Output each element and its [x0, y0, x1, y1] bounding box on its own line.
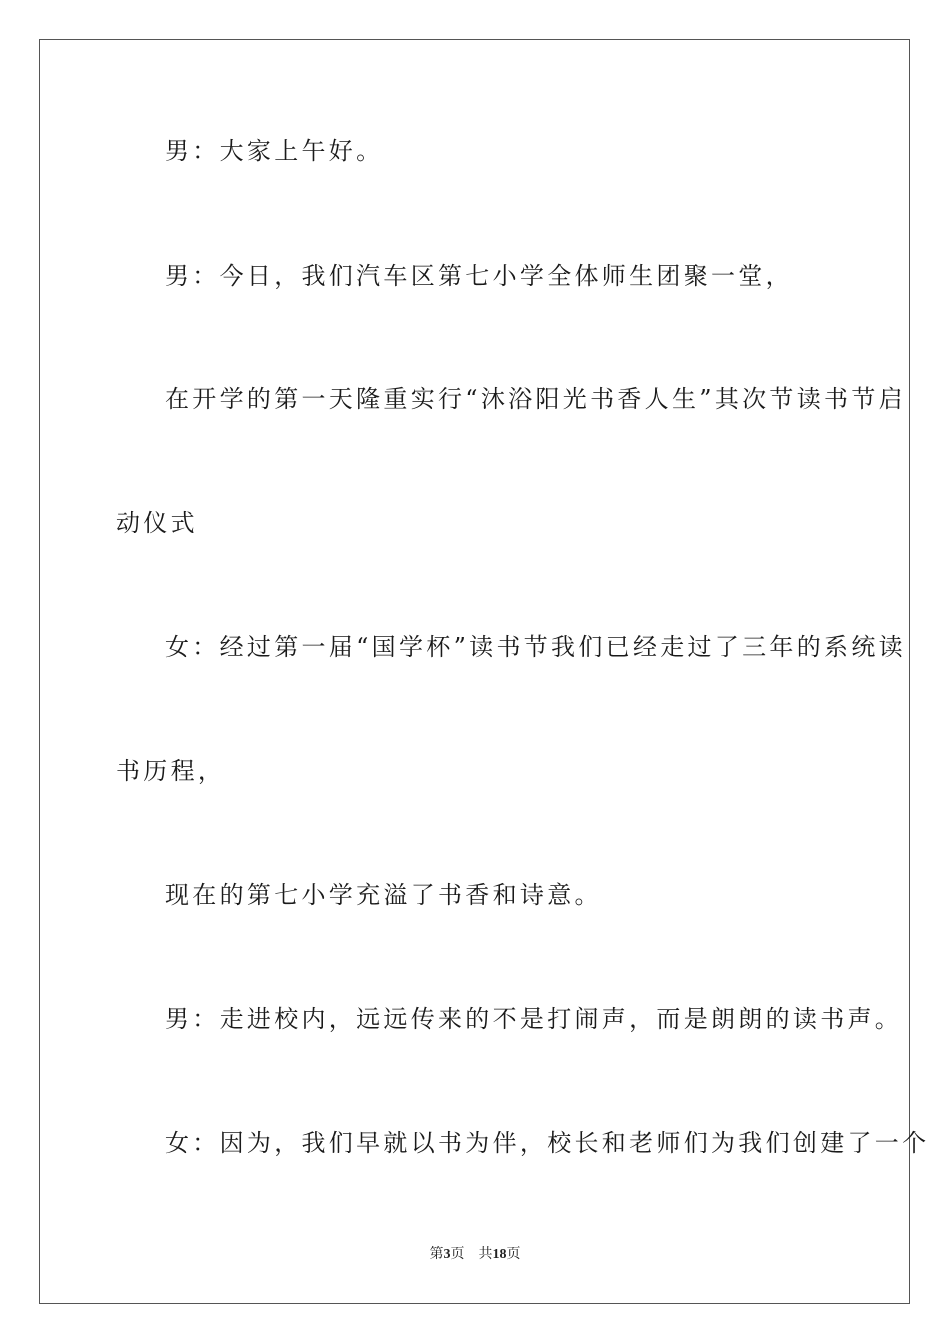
dialogue-line-2: 男：今日，我们汽车区第七小学全体师生团聚一堂，: [165, 262, 793, 290]
total-suffix: 页: [506, 1247, 521, 1262]
page-prefix: 第: [429, 1247, 444, 1262]
dialogue-line-8: 男：走进校内，远远传来的不是打闹声，而是朗朗的读书声。: [165, 1005, 903, 1033]
page-number: 3: [443, 1247, 451, 1262]
total-prefix: 共: [478, 1247, 493, 1262]
dialogue-line-3: 在开学的第一天隆重实行“沐浴阳光书香人生”其次节读书节启: [165, 385, 906, 413]
dialogue-line-1: 男：大家上午好。: [165, 137, 384, 165]
dialogue-line-5: 女：经过第一届“国学杯”读书节我们已经走过了三年的系统读: [165, 633, 906, 661]
page-footer: [0, 1245, 950, 1265]
total-pages: 18: [492, 1247, 507, 1262]
page-border: [39, 39, 910, 1304]
page-suffix: 页: [450, 1247, 465, 1262]
dialogue-line-4: 动仪式: [116, 509, 198, 537]
dialogue-line-9: 女：因为，我们早就以书为伴，校长和老师们为我们创建了一个: [165, 1129, 930, 1157]
dialogue-line-7: 现在的第七小学充溢了书香和诗意。: [165, 881, 602, 909]
dialogue-line-6: 书历程，: [116, 757, 226, 785]
